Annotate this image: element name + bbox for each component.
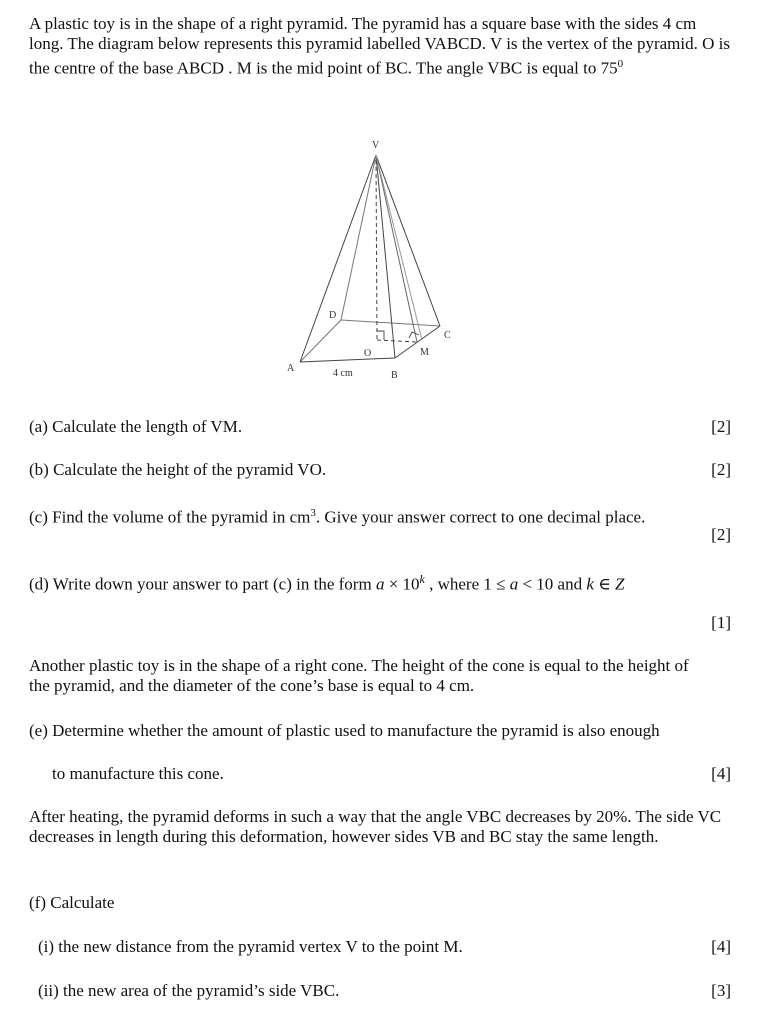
label-m: M — [420, 347, 429, 358]
math-less-than: < 10 and — [518, 574, 587, 594]
question-f-ii-mark: [3] — [711, 981, 731, 1000]
label-v: V — [372, 140, 380, 151]
intro-paragraph — [29, 14, 734, 79]
question-f — [29, 893, 731, 913]
question-c-text: (c) Find the volume of the pyramid in cm — [29, 507, 311, 527]
question-f-i-mark: [4] — [711, 937, 731, 956]
question-f-ii-text: (ii) the new area of the pyramid’s side VBC. — [38, 981, 340, 1000]
intro-text: A plastic toy is in the shape of a right pyramid. The pyramid has a square base with the sides 4 cm long. The diagram below represents this pyramid labelled VABCD. V is the vertex of the pyramid. O is the centre of the base ABCD . M is the mid point of BC. The angle VBC is equal to 75 — [29, 14, 730, 78]
math-where: , where 1 ≤ — [424, 574, 510, 594]
edge-vd — [341, 155, 376, 320]
label-side: 4 cm — [333, 368, 353, 379]
question-e-line2 — [52, 764, 731, 784]
question-f-i — [38, 937, 731, 957]
question-f-label: (f) Calculate — [29, 893, 115, 912]
edge-dc — [341, 320, 440, 326]
math-exponent-k: k — [419, 572, 425, 586]
question-e-mark: [4] — [711, 764, 731, 783]
cone-intro: Another plastic toy is in the shape of a right cone. The height of the cone is equal to the height of the pyramid, and the diameter of the cone’s base is equal to 4 cm. — [29, 656, 689, 695]
height-vo — [376, 160, 377, 340]
question-d-text: (d) Write down your answer to part (c) in the form — [29, 574, 376, 594]
math-a-condition: a — [509, 574, 519, 594]
heating-intro: After heating, the pyramid deforms in such a way that the angle VBC decreases by 20%. The side VC decreases in length during this deformation, however sides VB and BC stay the same length. — [29, 807, 722, 846]
question-f-ii — [38, 981, 731, 1001]
question-b — [29, 460, 731, 480]
question-c-mark: [2] — [711, 525, 731, 544]
question-c-text-end: . Give your answer correct to one decimal place. — [315, 507, 646, 527]
question-f-i-text: (i) the new distance from the pyramid vertex V to the point M. — [38, 937, 463, 956]
question-b-text: (b) Calculate the height of the pyramid VO. — [29, 460, 327, 479]
edge-va — [300, 155, 376, 362]
math-times-ten: × 10 — [384, 574, 420, 594]
question-d — [29, 569, 731, 595]
question-c-superscript: 3 — [310, 507, 316, 519]
label-c: C — [444, 330, 451, 341]
math-integers: Z — [615, 574, 625, 594]
edge-bc — [395, 326, 440, 358]
edge-vm-2 — [376, 155, 422, 340]
math-k-condition: k — [586, 574, 594, 594]
question-a-text: (a) Calculate the length of VM. — [29, 417, 243, 436]
label-o: O — [364, 348, 372, 359]
question-b-mark: [2] — [711, 460, 731, 479]
question-d-mark: [1] — [711, 613, 731, 632]
label-a: A — [287, 363, 295, 374]
question-a — [29, 417, 731, 437]
right-angle-o — [377, 331, 384, 340]
edge-ad — [300, 320, 341, 362]
right-angle-m — [409, 332, 419, 338]
question-c — [29, 503, 731, 528]
edge-vb — [376, 155, 395, 358]
question-e-text-2: to manufacture this cone. — [52, 764, 224, 783]
degree-symbol: 0 — [617, 58, 624, 70]
math-element-of: ∈ — [593, 574, 615, 594]
question-a-mark: [2] — [711, 417, 731, 436]
question-e-text: (e) Determine whether the amount of plastic used to manufacture the pyramid is also enough — [29, 721, 660, 740]
om-dashed — [377, 340, 417, 342]
question-e — [29, 721, 731, 741]
label-d: D — [329, 310, 337, 321]
math-a: a — [375, 574, 385, 594]
pyramid-diagram — [270, 130, 470, 385]
label-b: B — [391, 370, 398, 381]
edge-ab — [300, 358, 395, 362]
